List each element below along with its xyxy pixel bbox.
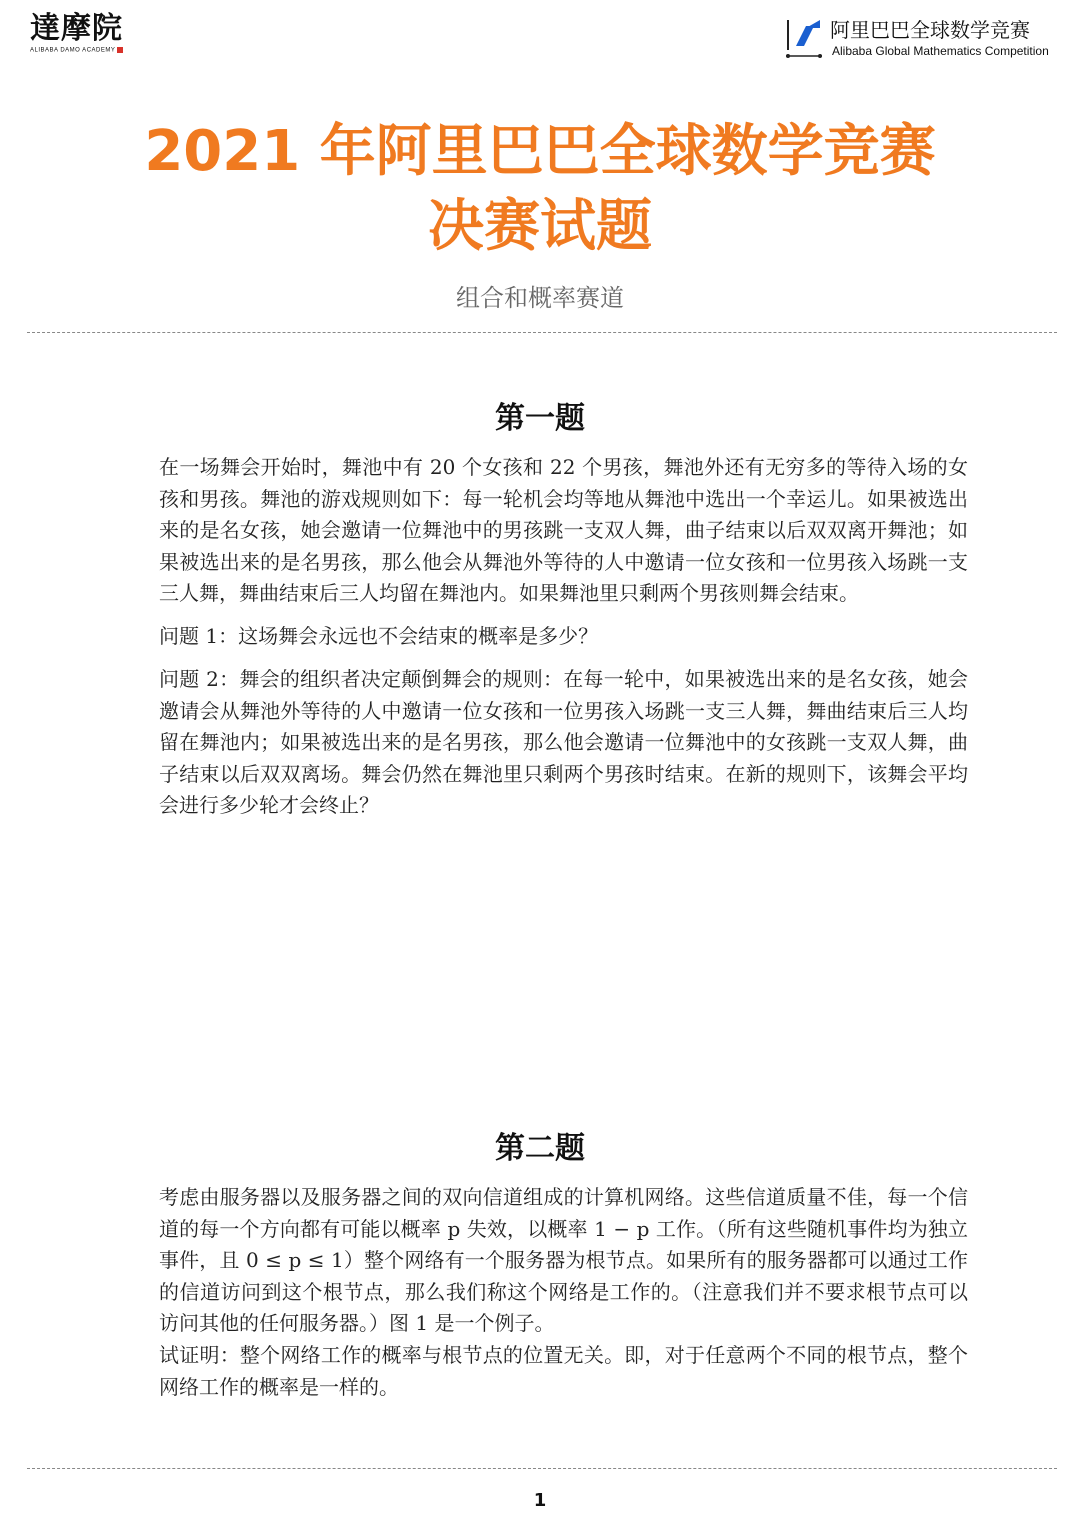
question-2-text: 问题 2：舞会的组织者决定颠倒舞会的规则：在每一轮中，如果被选出来的是名女孩，她会邀请会从舞池外等待的人中邀请一位女孩和一位男孩入场跳一支三人舞，舞曲结束后三人均留在舞池内；如果被选出来的是名男孩，那么他会邀请一位舞池中的女孩跳一支双人舞，曲子结束以后双双离场。舞会仍然在舞池里只剩两个男孩时结束。在新的规则下，该舞会平均会进行多少轮才会终止？ — [159, 667, 968, 817]
seal-icon — [117, 47, 123, 53]
problem-1-text: 在一场舞会开始时，舞池中有 20 个女孩和 22 个男孩，舞池外还有无穷多的等待入场的女孩和男孩。舞池的游戏规则如下：每一轮机会均等地从舞池中选出一个幸运儿。如果被选出来的是名女孩，她会邀请一位舞池中的男孩跳一支双人舞，曲子结束以后双双离开舞池；如果被选出来的是名男孩，那么他会从舞池外等待的人中邀请一位女孩和一位男孩入场跳一支三人舞，舞曲结束后三人均留在舞池内。如果舞池里只剩两个男孩则舞会结束。 — [159, 455, 968, 605]
problem-1-paragraph — [117, 452, 968, 610]
competition-logo — [784, 14, 1064, 60]
problem-1-heading: 第一题 — [495, 401, 585, 436]
question-1-text: 问题 1：这场舞会永远也不会结束的概率是多少？ — [159, 624, 599, 648]
competition-logo-cn: 阿里巴巴全球数学竞赛 — [830, 18, 1030, 42]
track-subtitle: 组合和概率赛道 — [456, 284, 624, 312]
problem-2-paragraph — [117, 1182, 968, 1340]
problem-2-proof-request — [117, 1340, 968, 1403]
problem-1-question-2 — [117, 664, 968, 822]
page-header — [0, 0, 1080, 80]
title-line-1: 2021 年阿里巴巴全球数学竞赛 — [144, 119, 936, 184]
problem-1-question-1 — [117, 621, 968, 653]
title-line-2: 决赛试题 — [428, 194, 652, 259]
problem-2-proof-text: 试证明：整个网络工作的概率与根节点的位置无关。即，对于任意两个不同的根节点，整个网络工作的概率是一样的。 — [159, 1343, 968, 1399]
competition-mark-icon — [784, 16, 824, 60]
competition-logo-en: Alibaba Global Mathematics Competition — [832, 44, 1049, 58]
damo-logo-cn: 達摩院 — [30, 11, 123, 46]
page-number: 1 — [533, 1490, 547, 1511]
problem-2-heading: 第二题 — [495, 1131, 585, 1166]
problem-2-text: 考虑由服务器以及服务器之间的双向信道组成的计算机网络。这些信道质量不佳，每一个信道的每一个方向都有可能以概率 p 失效，以概率 1 − p 工作。（所有这些随机事件均为独立事件，且 0 ≤ p ≤ 1）整个网络有一个服务器为根节点。如果所有的服务器都可以通过工作的信道访问到这个根节点，那么我们称这个网络是工作的。（注意我们并不要求根节点可以访问其他的任何服务器。）图 1 是一个例子。 — [159, 1185, 968, 1335]
damo-logo-en: ALIBABA DAMO ACADEMY — [30, 47, 116, 54]
bottom-divider — [27, 1468, 1057, 1469]
damo-academy-logo — [30, 12, 123, 54]
top-divider — [27, 332, 1057, 333]
